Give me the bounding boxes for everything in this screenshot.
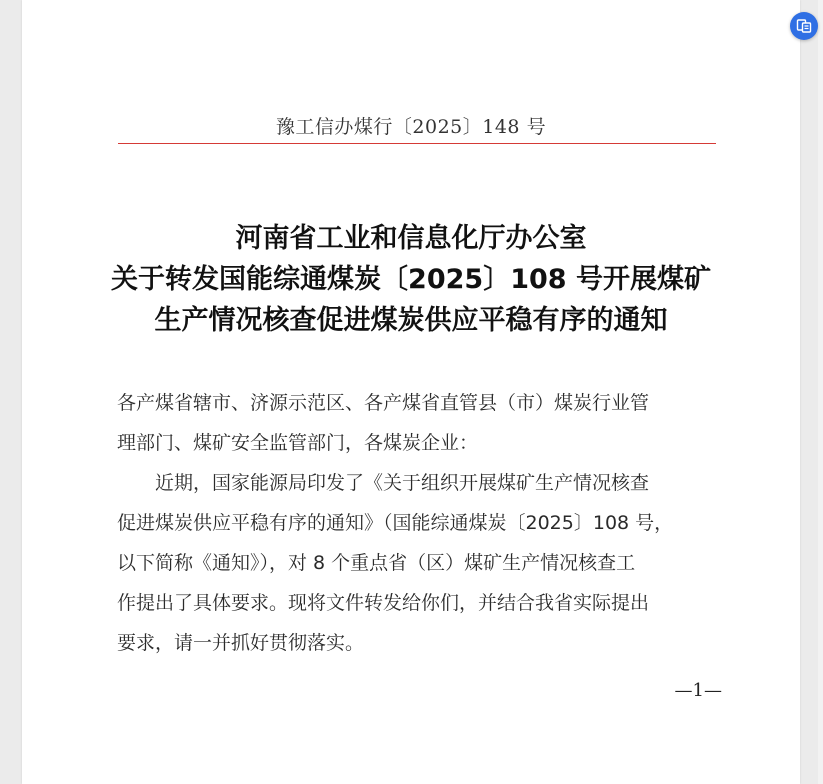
- body-line-2: 理部门、煤矿安全监管部门，各煤炭企业：: [117, 432, 479, 454]
- body-line-3: 近期，国家能源局印发了《关于组织开展煤矿生产情况核查: [117, 472, 650, 494]
- body-line-1: 各产煤省辖市、济源示范区、各产煤省直管县（市）煤炭行业管: [117, 392, 650, 414]
- page-number: —1—: [674, 680, 722, 701]
- body-line-7: 要求，请一并抓好贯彻落实。: [117, 632, 365, 654]
- document-translate-button[interactable]: [790, 12, 818, 40]
- document-title-line-3: 生产情况核查促进煤炭供应平稳有序的通知: [154, 305, 668, 336]
- body-line-4: 促进煤炭供应平稳有序的通知》（国能综通煤炭〔2025〕108 号，: [117, 512, 674, 534]
- document-number: 豫工信办煤行〔2025〕148 号: [275, 116, 547, 138]
- vertical-scrollbar[interactable]: [818, 0, 823, 784]
- document-title-line-1: 河南省工业和信息化厅办公室: [235, 223, 587, 254]
- body-line-5: 以下简称《通知》），对 8 个重点省（区）煤矿生产情况核查工: [117, 552, 636, 574]
- document-translate-icon: [796, 18, 812, 34]
- body-line-6: 作提出了具体要求。现将文件转发给你们，并结合我省实际提出: [117, 592, 650, 614]
- red-separator-line: [118, 143, 716, 144]
- document-page: [22, 0, 800, 784]
- document-title-line-2: 关于转发国能综通煤炭〔2025〕108 号开展煤矿: [111, 264, 711, 295]
